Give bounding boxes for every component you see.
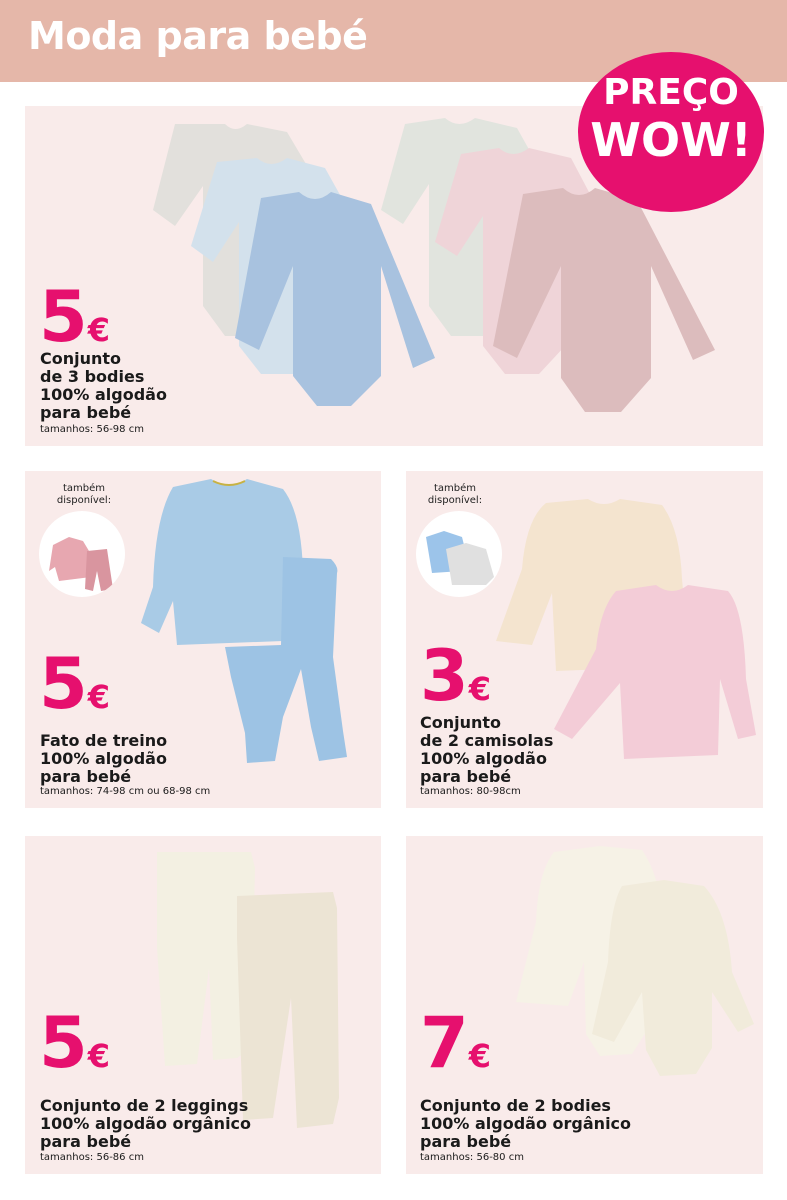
- title-line: Fato de treino: [40, 731, 168, 750]
- pink-tracksuit-icon: [39, 511, 125, 597]
- product-card-leggings[interactable]: [25, 836, 381, 1174]
- title-line: Conjunto: [40, 349, 122, 368]
- price-label: [420, 635, 491, 717]
- also-available-label: também disponível:: [56, 483, 112, 506]
- tracksuit-illustration: [133, 477, 363, 777]
- page-title: Moda para bebé: [28, 14, 368, 58]
- price-value: 3: [420, 635, 467, 717]
- title-line: para bebé: [420, 1132, 512, 1151]
- title-line: 100% algodão: [420, 749, 547, 768]
- price-label: [39, 276, 110, 358]
- organic-bodies-illustration: [514, 842, 764, 1082]
- badge-line-1: PREÇO: [603, 72, 739, 113]
- badge-line-2: WOW!: [590, 113, 752, 167]
- also-available-thumbnail: [39, 511, 125, 597]
- product-sizes: tamanhos: 74-98 cm ou 68-98 cm: [40, 786, 211, 797]
- title-line: de 2 camisolas: [420, 731, 554, 750]
- price-label: [420, 1002, 491, 1084]
- title-line: para bebé: [40, 1132, 132, 1151]
- title-line: Conjunto: [420, 713, 502, 732]
- product-card-sweaters[interactable]: [406, 471, 763, 808]
- title-line: de 3 bodies: [40, 367, 145, 386]
- price-label: [39, 1002, 110, 1084]
- price-value: 5: [39, 643, 86, 725]
- product-title: [420, 1097, 631, 1151]
- title-line: 100% algodão: [40, 385, 167, 404]
- price-value: 5: [39, 276, 86, 358]
- currency-symbol: €: [468, 670, 491, 708]
- product-sizes: tamanhos: 80-98cm: [420, 786, 521, 797]
- price-label: [39, 643, 110, 725]
- also-available-label: também disponível:: [427, 483, 483, 506]
- title-line: Conjunto de 2 bodies: [420, 1096, 611, 1115]
- price-wow-badge: [578, 52, 764, 212]
- currency-symbol: €: [468, 1037, 491, 1075]
- bodysuit-dustypink: [493, 188, 715, 412]
- currency-symbol: €: [87, 1037, 110, 1075]
- price-value: 7: [420, 1002, 467, 1084]
- product-title: [40, 1097, 251, 1151]
- product-card-tracksuit[interactable]: [25, 471, 381, 808]
- product-title: [40, 732, 167, 786]
- title-line: para bebé: [40, 403, 132, 422]
- currency-symbol: €: [87, 311, 110, 349]
- currency-symbol: €: [87, 678, 110, 716]
- product-sizes: tamanhos: 56-86 cm: [40, 1152, 144, 1163]
- product-title: [420, 714, 553, 786]
- title-line: para bebé: [40, 767, 132, 786]
- product-sizes: tamanhos: 56-80 cm: [420, 1152, 524, 1163]
- product-title: [40, 350, 167, 422]
- product-card-organic-bodies[interactable]: [406, 836, 763, 1174]
- title-line: 100% algodão orgânico: [420, 1114, 632, 1133]
- blue-grey-sweaters-icon: [416, 511, 502, 597]
- also-available-thumbnail: [416, 511, 502, 597]
- title-line: para bebé: [420, 767, 512, 786]
- title-line: Conjunto de 2 leggings: [40, 1096, 249, 1115]
- price-value: 5: [39, 1002, 86, 1084]
- title-line: 100% algodão: [40, 749, 167, 768]
- title-line: 100% algodão orgânico: [40, 1114, 252, 1133]
- product-sizes: tamanhos: 56-98 cm: [40, 424, 144, 435]
